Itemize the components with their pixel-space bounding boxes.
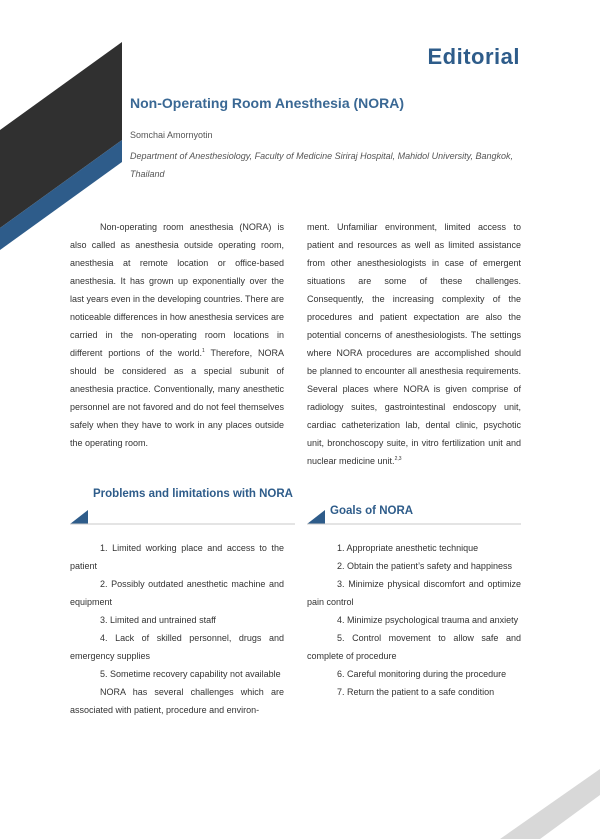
problems-heading: Problems and limitations with NORA [93,488,293,500]
list-item: 5. Sometime recovery capability not available [100,669,281,679]
goals-list [307,539,521,701]
section-label: Editorial [427,44,520,69]
intro-text-cont: Therefore, NORA should be considered as a special subunit of anesthesia practice. Conventionally, many anesthetic personnel are not favored and do not feel themselves safely when they have to work in any places outside the operating room. [70,348,284,448]
list-item: 6. Careful monitoring during the procedure [337,669,507,679]
list-item: 2. Possibly outdated anesthetic machine and equipment [70,579,284,607]
list-item: 2. Obtain the patient’s safety and happiness [337,561,512,571]
intro-paragraph [70,218,284,452]
goals-heading: Goals of NORA [330,505,414,517]
continued-paragraph [307,218,521,470]
citation-ref: 1 [202,348,205,354]
list-item: 5. Control movement to allow safe and complete of procedure [307,633,521,661]
corner-stripe-decoration-bottom [460,759,600,839]
left-column-text [70,218,284,452]
list-item: 4. Lack of skilled personnel, drugs and emergency supplies [70,633,284,661]
author-name: Somchai Amornyotin [130,130,213,140]
right-column-text [307,218,521,470]
author-affiliation: Department of Anesthesiology, Faculty of Medicine Siriraj Hospital, Mahidol University, Bangkok, Thailand [130,151,514,179]
closing-paragraph: NORA has several challenges which are associated with patient, procedure and environ- [70,687,284,715]
heading-underline-right [307,505,521,525]
list-item: 3. Limited and untrained staff [100,615,216,625]
citation-ref: 2,3 [394,456,402,462]
list-item: 7. Return the patient to a safe condition [337,687,495,697]
continued-text: ment. Unfamiliar environment, limited access to patient and resources as well as limited assistance from other anesthesiologists in case of emergent situations are some of these challenges. Consequently, the increasing complexity of the procedures and patient expectation are also the potential concerns of anesthesiologists. The settings where NORA procedures are accomplished should be planned to encounter all anesthesia requirements. Several places where NORA is given comprise of radiology suites, gastrointestinal endoscopy unit, cardiac catheterization lab, dental clinic, psychotic unit, bronchoscopy suite, in vitro fertilization unit and nuclear medicine unit. [307,222,521,466]
list-item: 4. Minimize psychological trauma and anxiety [337,615,519,625]
list-item: 1. Limited working place and access to the patient [70,543,284,571]
list-item: 1. Appropriate anesthetic technique [337,543,479,553]
article-title: Non-Operating Room Anesthesia (NORA) [130,95,405,111]
heading-underline-left [70,505,295,525]
list-item: 3. Minimize physical discomfort and optimize pain control [307,579,521,607]
problems-list [70,539,284,719]
intro-text: Non-operating room anesthesia (NORA) is also called as anesthesia outside operating room, anesthesia at remote location or office-based anesthesia. It has grown up exponentially over the last years even in the developing countries. There are noticeable differences in how anesthesia services are carried in the non-operating room locations in different portions of the world. [70,222,284,358]
